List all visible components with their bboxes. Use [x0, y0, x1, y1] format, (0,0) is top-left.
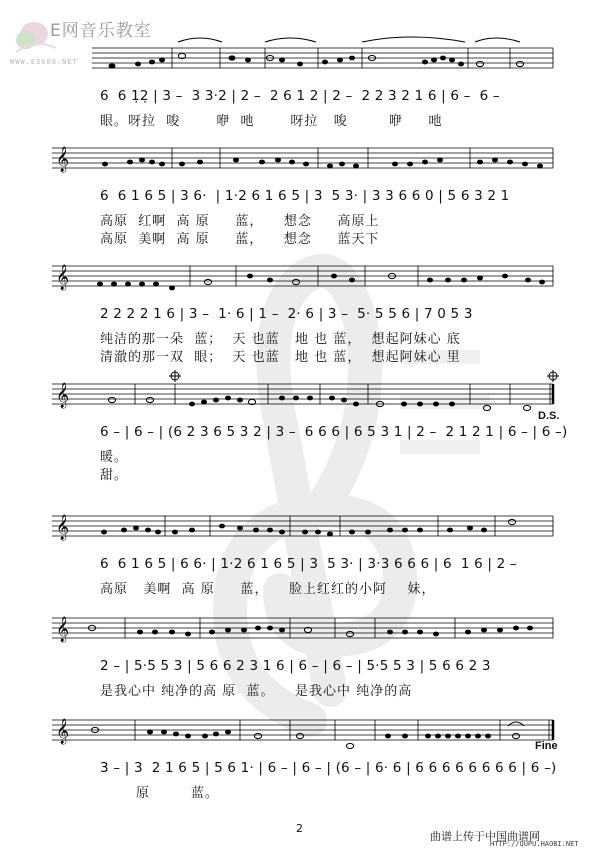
footer-source-text: 曲谱上传于中国曲谱网 — [430, 830, 540, 843]
svg-text:𝄞: 𝄞 — [56, 719, 70, 744]
svg-text:𝄞: 𝄞 — [56, 383, 70, 408]
svg-text:𝄞: 𝄞 — [56, 147, 70, 172]
jianpu-line: 6 6 1 6 5 | 3 6· | 1·2 6 1 6 5 | 3 5 3· | 3 3 6 6 0 | 5 6 3 2 1 — [100, 188, 510, 204]
page-number: 2 — [296, 822, 303, 835]
fine-marking: Fine — [535, 740, 558, 752]
lyric-line: 甜。 — [100, 468, 129, 483]
staff-lines — [0, 496, 603, 556]
lyric-line: 暖。 — [100, 450, 129, 465]
staff-lines — [0, 28, 603, 88]
lyric-line: 高原 美啊 高 原 蓝， 脸上红红的小阿 妹， — [100, 582, 436, 597]
lyric-line: 眼。呀拉 唆 咿 吔 呀拉 唆 咿 吔 — [100, 114, 443, 129]
lyric-line: 高原 美啊 高 原 蓝， 想念 蓝天下 — [100, 232, 380, 247]
svg-text:𝄞: 𝄞 — [56, 265, 70, 290]
jianpu-line: 2 – | 5·5 5 3 | 5 6 6 2 3 1 6 | 6 – | 6 – | 5·5 5 3 | 5 6 6 2 3 — [100, 658, 491, 674]
svg-text:𝄞: 𝄞 — [56, 515, 70, 540]
site-url: WWW.E3688.NET — [10, 58, 78, 66]
svg-text:𝄞: 𝄞 — [56, 617, 70, 642]
jianpu-line: 2 2 2 2 1 6 | 3 – 1· 6 | 1 – 2· 6 | 3 – 5· 5 5 6 | 7 0 5 3 — [100, 306, 473, 322]
staff-lines — [0, 598, 603, 658]
lyric-line: 原 蓝。 — [100, 786, 219, 801]
site-name: E网音乐教室 — [50, 21, 152, 41]
lyric-line: 是我心中 纯净的高 原 蓝。 是我心中 纯净的高 — [100, 684, 413, 699]
lyric-line: 高原 红啊 高 原 蓝， 想念 高原上 — [100, 214, 380, 229]
jianpu-line: 3 – | 3 2 1 6 5 | 5 6 1· | 6 – | 6 – | (6 – | 6· 6 | 6 6 6 6 6 6 6 6 | 6 –) — [100, 760, 557, 776]
jianpu-line: 6 6 1 6 5 | 6 6· | 1·2 6 1 6 5 | 3 5 3· | 3·3 6 6 6 | 6 1 6 | 2 – — [100, 556, 517, 572]
staff-lines — [0, 246, 603, 306]
ds-marking: D.S. — [538, 410, 560, 422]
staff-lines — [0, 128, 603, 188]
staff-lines — [0, 364, 603, 424]
staff-lines — [0, 700, 603, 760]
lyric-line: 纯洁的那一朵 蓝； 天 也蓝 地 也 蓝， 想起阿妹心 底 — [100, 332, 461, 347]
jianpu-line: 6 – | 6 – | (6 2 3 6 5 3 2 | 3 – 6 6 6 | 6 5 3 1 | 2 – 2 1 2 1 | 6 – | 6 –) — [100, 424, 568, 440]
lyric-line: 清澈的那一双 眼； 天 也蓝 地 也 蓝， 想起阿妹心 里 — [100, 350, 461, 365]
jianpu-line: 6 6 1̣2̣ | 3 – 3 3·2 | 2 – 2 6 1 2 | 2 – 2 2 3 2 1 6 | 6 – 6 – — [100, 88, 500, 104]
footer-url: HTTP://QUPU.HAOBI.NET — [490, 840, 579, 848]
